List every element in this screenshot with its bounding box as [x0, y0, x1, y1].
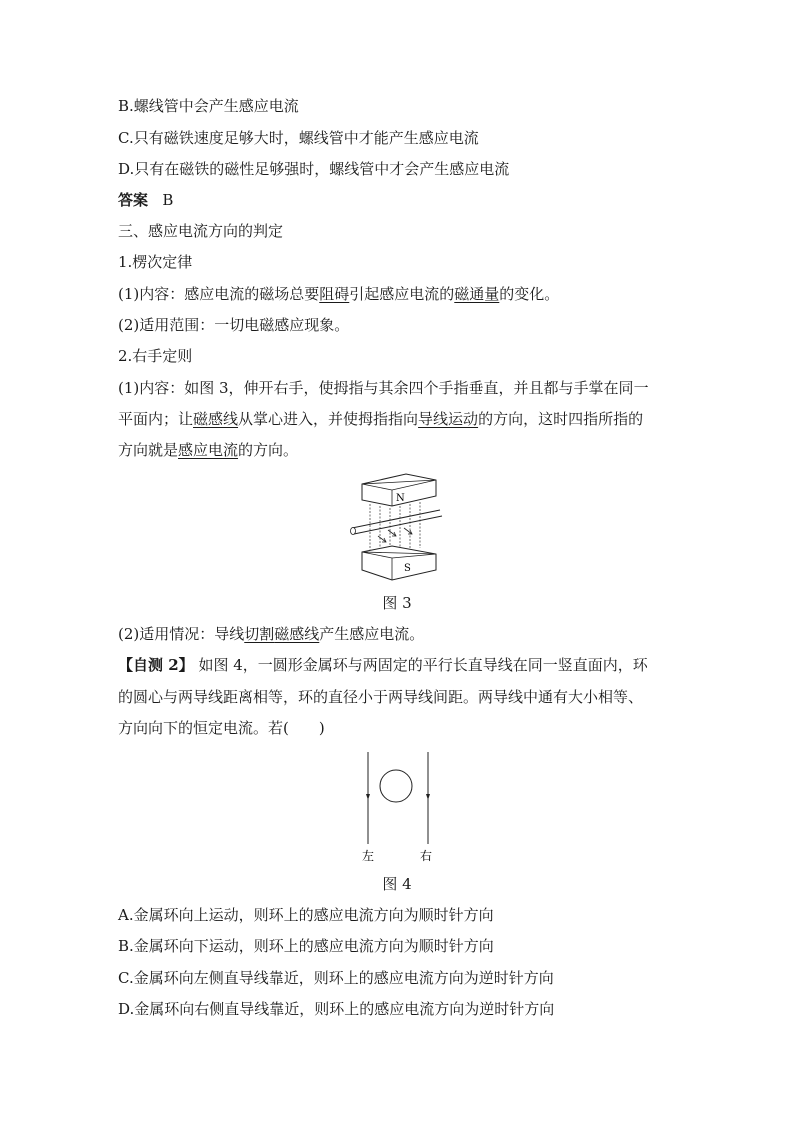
right-hand-title: 2.右手定则 — [118, 347, 193, 365]
left-wire-current-arrow — [366, 794, 370, 800]
self-test-tag: 【自测 2】 — [118, 656, 194, 674]
option-c-prev: C.只有磁铁速度足够大时，螺线管中才能产生感应电流 — [118, 129, 479, 147]
rh-app-suffix: 产生感应电流。 — [319, 625, 425, 643]
self-test-line-2: 的圆心与两导线距离相等，环的直径小于两导线间距。两导线中通有大小相等、 — [118, 688, 644, 706]
answer-label: 答案 — [118, 191, 149, 209]
rh-app-prefix: (2)适用情况：导线 — [118, 625, 245, 643]
rh-line2-prefix: 平面内；让 — [118, 410, 194, 428]
label-right: 右 — [420, 849, 433, 863]
rh-line3-prefix: 方向就是 — [118, 441, 179, 459]
section-title: 三、感应电流方向的判定 — [118, 222, 284, 240]
option-d-prev: D.只有在磁铁的磁性足够强时，螺线管中才会产生感应电流 — [118, 160, 510, 178]
right-wire-current-arrow — [426, 794, 430, 800]
figure-4-ring-wires-diagram — [350, 752, 446, 866]
lenz-content-suffix: 的变化。 — [499, 285, 560, 303]
rh-term-field-lines-2: 磁感线 — [274, 625, 320, 643]
rh-line2-suffix: 的方向，这时四指所指的 — [478, 410, 644, 428]
lenz-term-hinder: 阻碍 — [319, 285, 350, 303]
option-d: D.金属环向右侧直导线靠近，则环上的感应电流方向为逆时针方向 — [118, 1000, 555, 1018]
pole-s-label: S — [404, 563, 411, 574]
figure-3-caption: 图 3 — [382, 594, 412, 612]
self-test-line-1 — [118, 655, 648, 675]
figure-3-magnet-diagram — [348, 470, 448, 582]
rh-term-wire-motion: 导线运动 — [418, 410, 479, 428]
rh-term-field-lines: 磁感线 — [193, 410, 239, 428]
answer-value: B — [162, 191, 174, 209]
figure-4-caption: 图 4 — [382, 875, 412, 893]
lenz-content — [118, 284, 559, 304]
answer-line — [118, 190, 173, 210]
lenz-term-flux: 磁通量 — [454, 285, 500, 303]
rh-term-cutting: 切割 — [244, 625, 275, 643]
pole-n-label: N — [396, 493, 405, 504]
right-hand-content-3 — [118, 440, 298, 460]
right-hand-content-1: (1)内容：如图 3，伸开右手，使拇指与其余四个手指垂直，并且都与手掌在同一 — [118, 379, 649, 397]
rh-line3-suffix: 的方向。 — [238, 441, 299, 459]
metal-ring — [380, 770, 412, 802]
label-left: 左 — [362, 849, 375, 863]
option-c: C.金属环向左侧直导线靠近，则环上的感应电流方向为逆时针方向 — [118, 969, 554, 987]
wire-end — [351, 528, 356, 535]
magnet-s-block — [362, 546, 436, 580]
rh-line2-mid: 从掌心进入，并使拇指指向 — [238, 410, 419, 428]
option-b: B.金属环向下运动，则环上的感应电流方向为顺时针方向 — [118, 937, 494, 955]
motion-arrows — [378, 528, 412, 542]
right-hand-content-2 — [118, 409, 643, 429]
lenz-content-prefix: (1)内容：感应电流的磁场总要 — [118, 285, 320, 303]
self-test-text-1: 如图 4，一圆形金属环与两固定的平行长直导线在同一竖直面内，环 — [198, 656, 648, 674]
option-b-prev: B.螺线管中会产生感应电流 — [118, 97, 299, 115]
option-a: A.金属环向上运动，则环上的感应电流方向为顺时针方向 — [118, 906, 494, 924]
lenz-title: 1.楞次定律 — [118, 253, 193, 271]
lenz-scope: (2)适用范围：一切电磁感应现象。 — [118, 316, 350, 334]
self-test-line-3: 方向向下的恒定电流。若( ) — [118, 719, 325, 737]
right-hand-applicability — [118, 624, 424, 644]
rh-term-induced-current: 感应电流 — [178, 441, 239, 459]
lenz-content-mid: 引起感应电流的 — [349, 285, 455, 303]
